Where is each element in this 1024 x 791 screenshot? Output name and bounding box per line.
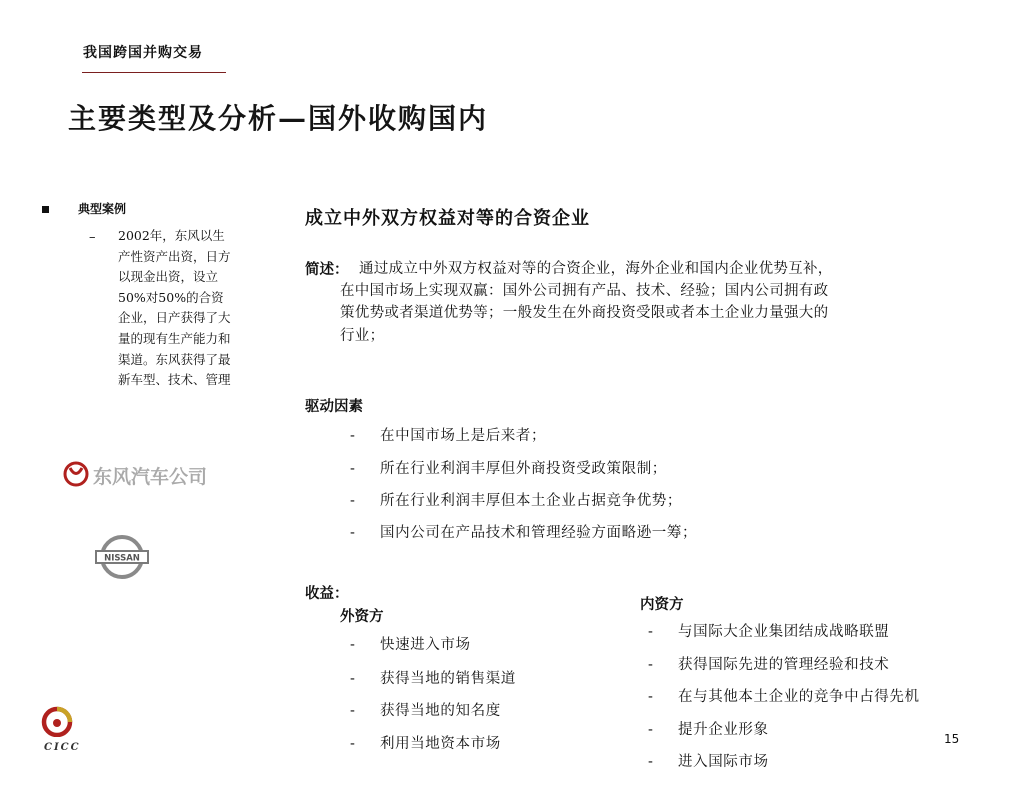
summary-text [340,258,952,347]
domestic-benefit-item [648,620,889,641]
dash: - [350,493,356,509]
foreign-benefit-item [350,699,501,720]
driver-text: 国内公司在产品技术和管理经验方面略逊一筹； [380,525,698,541]
case-dash: – [89,230,96,245]
foreign-benefit-text: 获得当地的销售渠道 [380,671,516,687]
dash: - [648,689,654,705]
summary-line: 行业； [340,327,385,344]
nissan-logo-text: NISSAN [104,553,140,564]
domestic-benefit-item [648,718,769,739]
dash: - [648,657,654,673]
driver-text: 在中国市场上是后来者； [380,428,547,444]
foreign-benefit-item [350,633,471,654]
foreign-benefit-text: 利用当地资本市场 [380,736,501,752]
driver-item [350,457,667,478]
domestic-benefit-item [648,750,769,771]
section-title: 成立中外双方权益对等的合资企业 [305,208,590,229]
dash: - [350,736,356,752]
dash: - [350,671,356,687]
foreign-benefit-item [350,732,501,753]
foreign-benefit-item [350,667,516,688]
domestic-party-label: 内资方 [640,596,684,613]
summary-line: 通过成立中外双方权益对等的合资企业，海外企业和国内企业优势互补， [359,261,833,277]
case-heading: 典型案例 [78,202,127,216]
cicc-logo-text: CICC [44,742,81,753]
driver-item [350,489,682,510]
page-number: 15 [944,732,960,746]
dash: - [648,722,654,738]
drivers-label: 驱动因素 [305,398,363,415]
summary-line: 在中国市场上实现双赢：国外公司拥有产品、技术、经验；国内公司拥有政 [340,283,829,300]
foreign-benefit-text: 快速进入市场 [380,637,471,653]
domestic-benefit-item [648,685,920,706]
dash: - [350,461,356,477]
dash: - [648,624,654,640]
dash: - [350,637,356,653]
foreign-party-label: 外资方 [340,608,384,625]
driver-item [350,424,546,445]
driver-text: 所在行业利润丰厚但本土企业占据竞争优势； [380,493,682,509]
page-title: 主要类型及分析—国外收购国内 [68,102,489,135]
header-label: 我国跨国并购交易 [83,45,203,61]
driver-item [350,521,697,542]
domestic-benefit-text: 与国际大企业集团结成战略联盟 [678,624,890,640]
domestic-benefit-text: 获得国际先进的管理经验和技术 [678,657,890,673]
dash: - [350,703,356,719]
case-description: 2002年，东风以生产性资产出资，日方以现金出资，设立50%对50%的合资企业，日产获得了大量的现有生产能力和渠道。东风获得了最新车型、技术、管理 [118,228,231,388]
dash: - [350,525,356,541]
foreign-benefit-text: 获得当地的知名度 [380,703,501,719]
domestic-benefit-text: 进入国际市场 [678,754,769,770]
nissan-logo-icon [94,533,150,581]
bullet-square-icon [42,206,49,213]
benefits-label: 收益： [305,585,349,602]
domestic-benefit-item [648,653,889,674]
header-divider [82,72,226,73]
dongfeng-logo-text: 东风汽车公司 [93,466,208,488]
domestic-benefit-text: 在与其他本土企业的竞争中占得先机 [678,689,920,705]
summary-label: 简述： [305,261,349,278]
dash: - [648,754,654,770]
dash: - [350,428,356,444]
domestic-benefit-text: 提升企业形象 [678,722,769,738]
summary-line: 策优势或者渠道优势等；一般发生在外商投资受限或者本土企业力量强大的 [340,305,829,322]
cicc-logo-icon [40,705,80,737]
driver-text: 所在行业利润丰厚但外商投资受政策限制； [380,461,667,477]
